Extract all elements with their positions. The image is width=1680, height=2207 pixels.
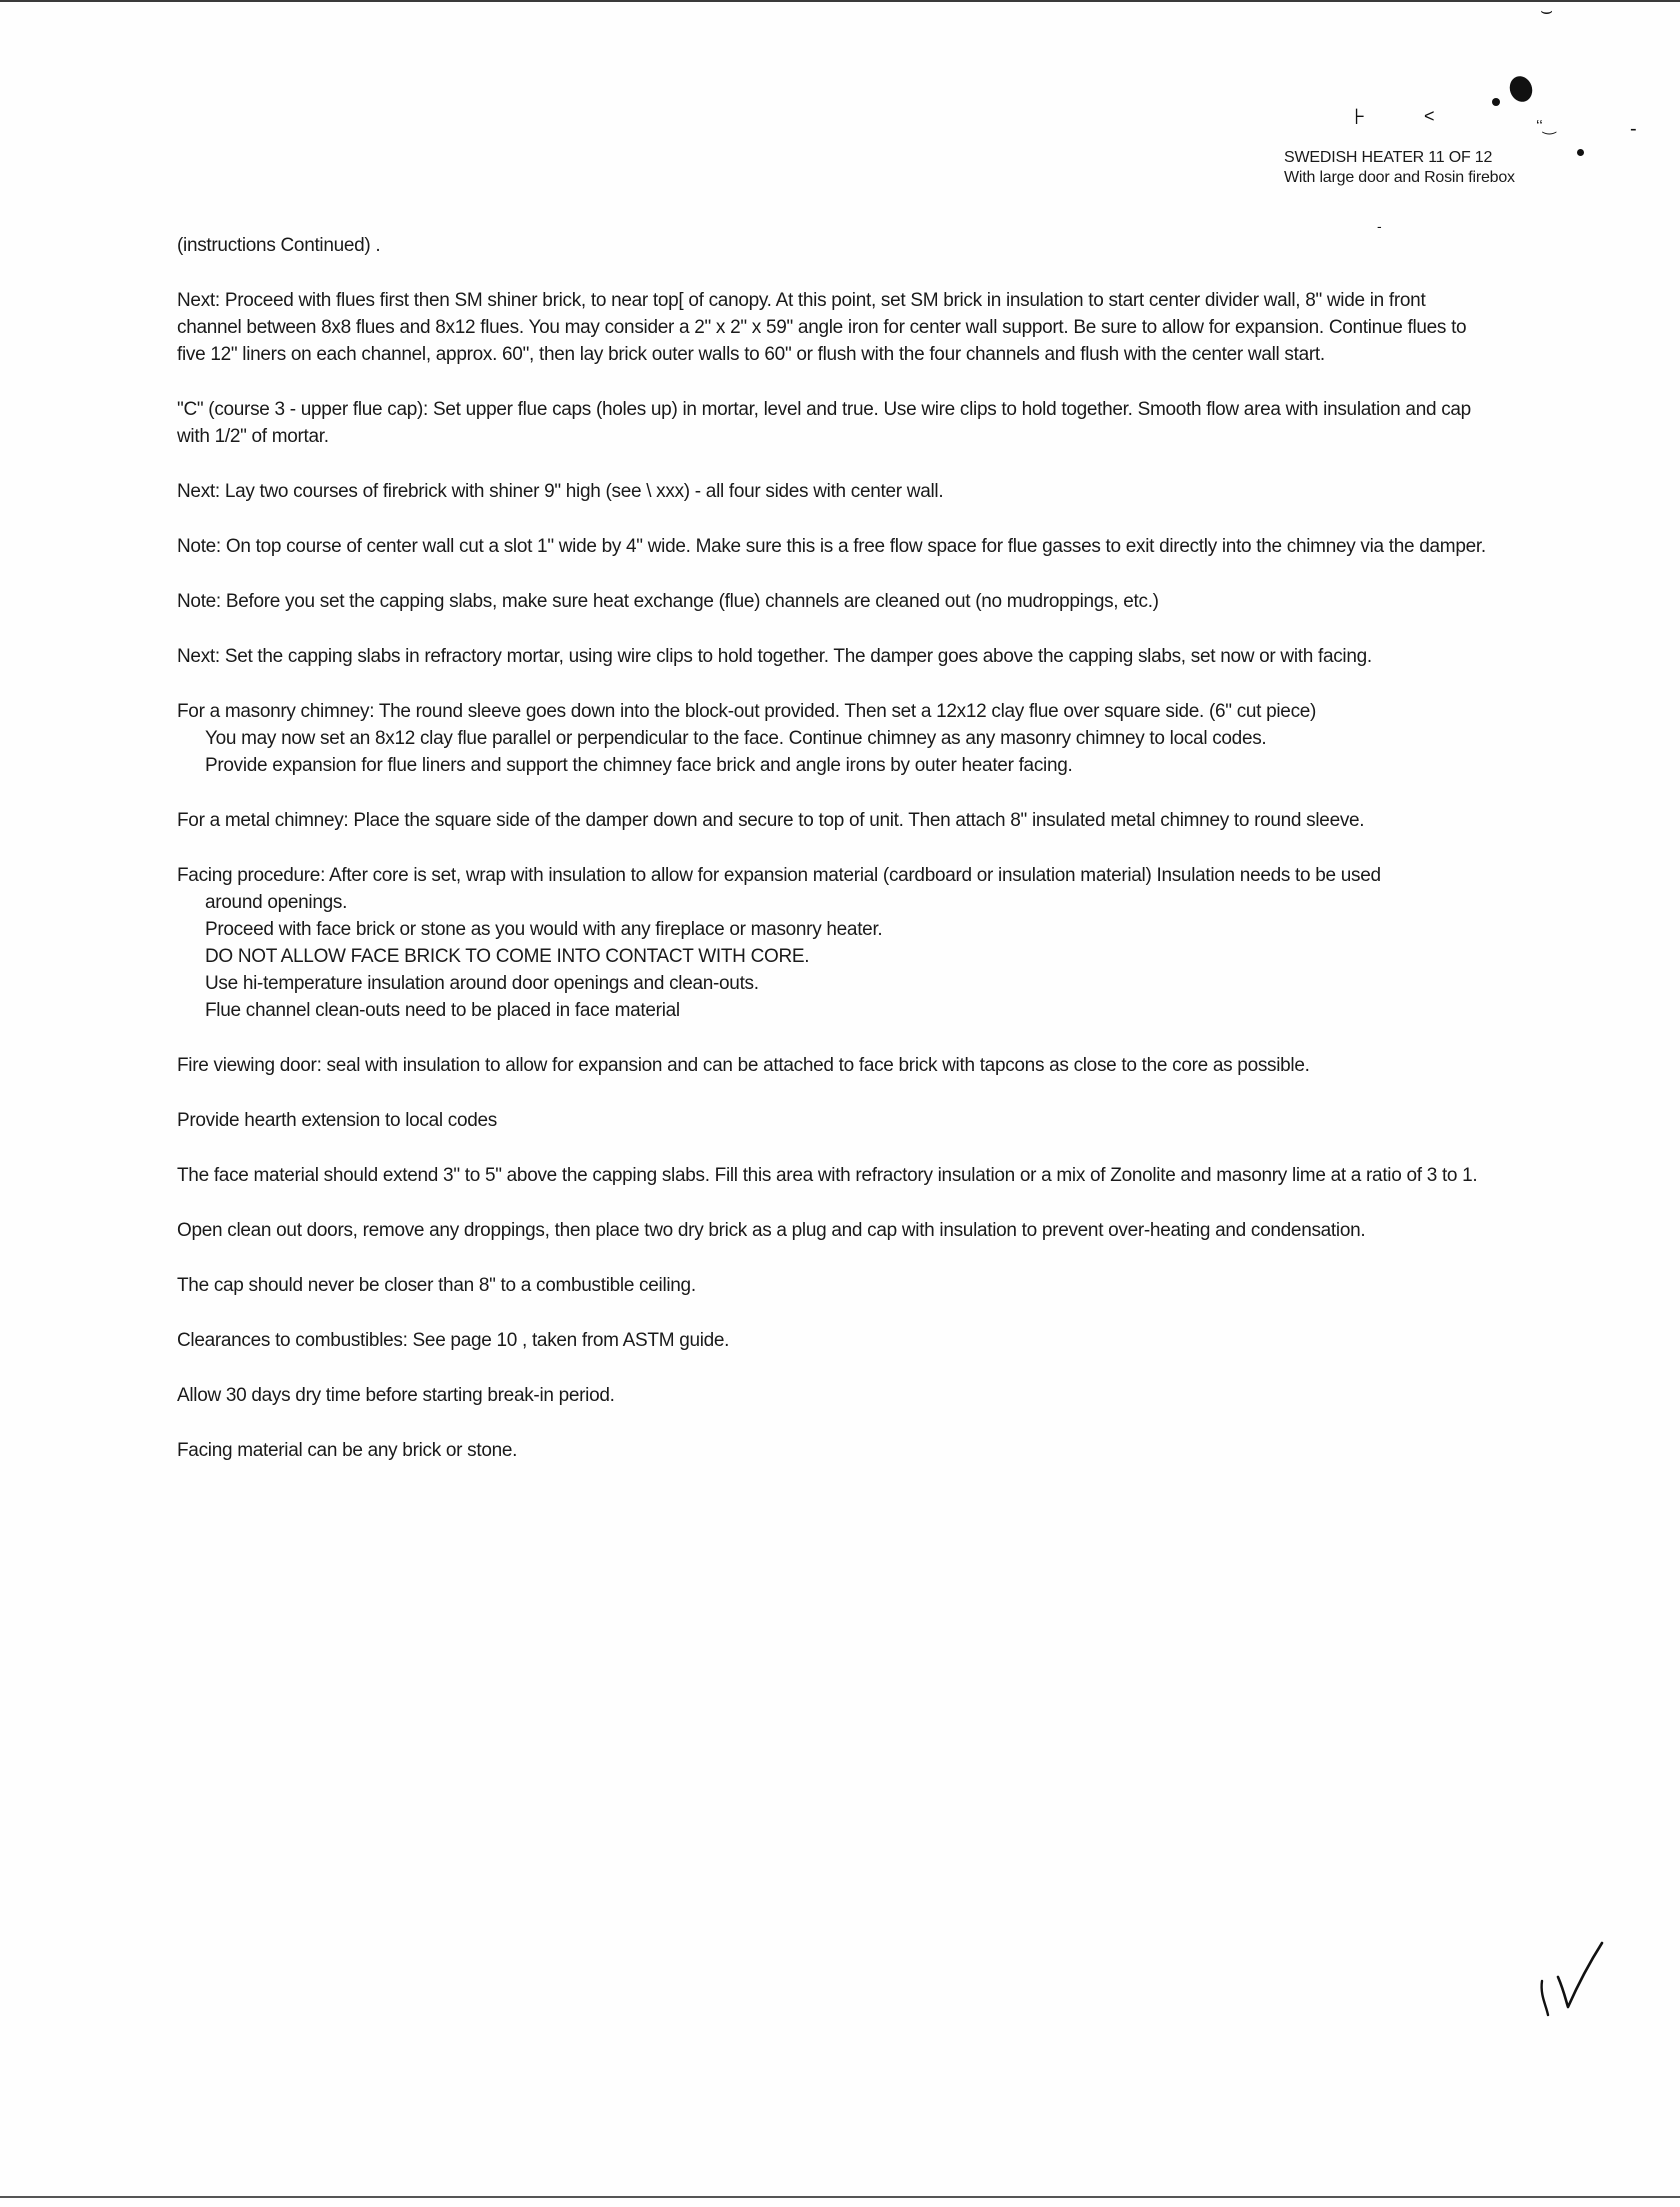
instruction-paragraph (177, 588, 1487, 615)
paragraph-text: Note: Before you set the capping slabs, make sure heat exchange (flue) channels are cleaned out (no mudroppings, etc.) (177, 591, 1159, 612)
instruction-paragraph (177, 232, 1487, 259)
instruction-paragraph (177, 1382, 1487, 1409)
paragraph-text: Allow 30 days dry time before starting break-in period. (177, 1385, 615, 1406)
instruction-paragraph (177, 1107, 1487, 1134)
paragraph-text: Note: On top course of center wall cut a slot 1" wide by 4" wide. Make sure this is a free flow space for flue gasses to exit directly into the chimney via the damper. (177, 536, 1486, 557)
handwritten-check-mark (1536, 1935, 1606, 2025)
instruction-paragraph (177, 862, 1487, 1024)
header-title: SWEDISH HEATER 11 OF 12 (1284, 149, 1493, 166)
instruction-paragraph (177, 1162, 1487, 1189)
paragraph-text: The cap should never be closer than 8" to a combustible ceiling. (177, 1275, 696, 1296)
ink-blot (1492, 98, 1500, 106)
paragraph-subline: Provide expansion for flue liners and support the chimney face brick and angle irons by outer heater facing. (205, 755, 1073, 776)
paragraph-text: Facing material can be any brick or stone. (177, 1440, 518, 1461)
page-header (1284, 148, 1515, 188)
paragraph-subline: around openings. (205, 892, 348, 913)
instruction-paragraph (177, 396, 1487, 450)
paragraph-text: "C" (course 3 - upper flue cap): Set upper flue caps (holes up) in mortar, level and true. Use wire clips to hold together. Smooth flow area with insulation and cap with 1/2" of mortar. (177, 399, 1471, 447)
paragraph-text: Fire viewing door: seal with insulation to allow for expansion and can be attached to face brick with tapcons as close to the core as possible. (177, 1055, 1310, 1076)
scan-mark: ⌣ (1540, 0, 1554, 22)
instruction-paragraph (177, 533, 1487, 560)
paragraph-text: Clearances to combustibles: See page 10 , taken from ASTM guide. (177, 1330, 730, 1351)
instruction-paragraph (177, 478, 1487, 505)
scan-border-top (0, 0, 1680, 2)
paragraph-subline: DO NOT ALLOW FACE BRICK TO COME INTO CONTACT WITH CORE. (205, 946, 810, 967)
instruction-paragraph (177, 698, 1487, 779)
ink-blot (1506, 73, 1536, 105)
paragraph-text: Next: Set the capping slabs in refractory mortar, using wire clips to hold together. The damper goes above the capping slabs, set now or with facing. (177, 646, 1372, 667)
paragraph-subline: Use hi-temperature insulation around door openings and clean-outs. (205, 973, 759, 994)
paragraph-subline: Flue channel clean-outs need to be placed in face material (205, 1000, 680, 1021)
instruction-paragraph (177, 1217, 1487, 1244)
paragraph-text: (instructions Continued) . (177, 235, 381, 256)
scan-mark: ⊦ (1354, 104, 1366, 129)
instruction-paragraph (177, 643, 1487, 670)
instruction-paragraph (177, 1052, 1487, 1079)
paragraph-text: Next: Lay two courses of firebrick with shiner 9" high (see \ xxx) - all four sides with center wall. (177, 481, 944, 502)
paragraph-text: Facing procedure: After core is set, wrap with insulation to allow for expansion material (cardboard or insulation material) Insulation needs to be used (177, 865, 1381, 886)
paragraph-text: Open clean out doors, remove any droppings, then place two dry brick as a plug and cap with insulation to prevent over-heating and condensation. (177, 1220, 1366, 1241)
paragraph-text: For a metal chimney: Place the square side of the damper down and secure to top of unit. Then attach 8" insulated metal chimney to round sleeve. (177, 810, 1365, 831)
instruction-paragraph (177, 1327, 1487, 1354)
instruction-paragraph (177, 1272, 1487, 1299)
paragraph-text: For a masonry chimney: The round sleeve goes down into the block-out provided. Then set a 12x12 clay flue over square side. (6" cut piece) (177, 701, 1317, 722)
scan-mark: ‘‘‿ (1536, 118, 1556, 135)
header-subtitle: With large door and Rosin firebox (1284, 169, 1515, 186)
instruction-paragraph (177, 287, 1487, 368)
instructions-body (177, 232, 1487, 1492)
ink-blot (1577, 149, 1584, 156)
paragraph-text: Next: Proceed with flues first then SM shiner brick, to near top[ of canopy. At this point, set SM brick in insulation to start center divider wall, 8" wide in front channel between 8x8 flues and 8x12 flues. You may consider a 2" x 2" x 59" angle iron for center wall support. Be sure to allow for expansion. Continue flues to five 12" liners on each channel, approx. 60", then lay brick outer walls to 60" or flush with the four channels and flush with the center wall start. (177, 290, 1467, 365)
paragraph-subline: Proceed with face brick or stone as you would with any fireplace or masonry heater. (205, 919, 883, 940)
instruction-paragraph (177, 807, 1487, 834)
instruction-paragraph (177, 1437, 1487, 1464)
paragraph-text: The face material should extend 3" to 5" above the capping slabs. Fill this area with refractory insulation or a mix of Zonolite and masonry lime at a ratio of 3 to 1. (177, 1165, 1478, 1186)
paragraph-text: Provide hearth extension to local codes (177, 1110, 497, 1131)
scan-mark: ‐ (1630, 118, 1637, 140)
scan-mark: - (1377, 218, 1382, 234)
paragraph-subline: You may now set an 8x12 clay flue parallel or perpendicular to the face. Continue chimney as any masonry chimney to local codes. (205, 728, 1267, 749)
scan-mark: < (1424, 106, 1435, 126)
scan-border-bottom (0, 2196, 1680, 2198)
